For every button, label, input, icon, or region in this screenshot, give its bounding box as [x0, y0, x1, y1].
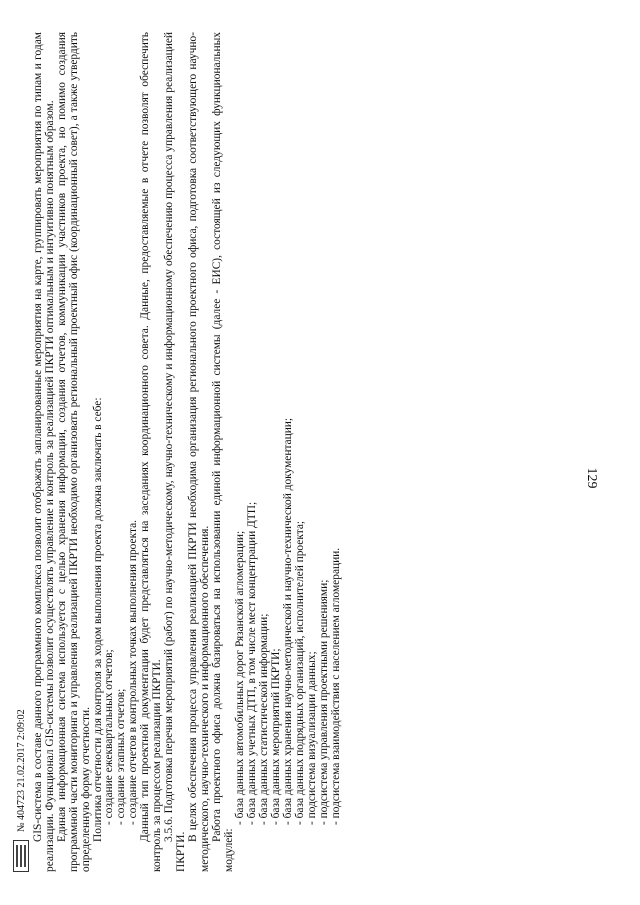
list-item: - база данных учетных ДТП, в том числе мест концентрации ДТП;	[246, 501, 259, 825]
document-body	[33, 32, 378, 872]
list-item: - подсистема визуализации данных;	[305, 651, 318, 825]
list-item: - подсистема управления проектными решениями;	[317, 579, 330, 825]
list-item: - создание этапных отчетов;	[115, 688, 128, 825]
list-item: - база данных статистической информации;	[258, 613, 271, 825]
paragraph: Данный тип проектной документации будет представляться на заседаниях координационного совета. Данные, предоставляемые в отчете позволят обеспечить контроль за процессом реализации ПКРТИ.	[139, 32, 164, 872]
registration-number: № 404723 21.02.2017 2:09:02	[15, 709, 27, 832]
list-item: - база данных автомобильных дорог Рязанской агломерации;	[234, 530, 247, 825]
list-item: - база данных хранения научно-методической и научно-технической документации;	[282, 417, 295, 825]
document-stamp-icon	[13, 840, 29, 872]
paragraph: В целях обеспечения процесса управления реализацией ПКРТИ необходима организация регионального проектного офиса, подготовка соответствующего научно-методического, научно-технического и информационного обеспечения.	[186, 32, 211, 872]
paragraph: Работа проектного офиса должна базироваться на использовании единой информационной системы (далее - ЕИС), состоящей из следующих функциональных модулей:	[210, 32, 235, 872]
paragraph: 3.5.6. Подготовка перечня мероприятий (работ) по научно-методическому, научно-техническому и информационному обеспечению процесса управления реализацией ПКРТИ.	[162, 32, 187, 872]
page-number: 129	[584, 467, 599, 489]
paragraph: Политика отчетности для контроля за ходом выполнения проекта должна заключать в себе:	[91, 397, 104, 842]
paragraph: GIS-система в составе данного программного комплекса позволит отображать запланированные мероприятия на карте, группировать мероприятия по типам и годам реализации. Функционал GIS-системы позволит осуществлять управление и контроль за реализацией ПКРТИ оптимальным и интуитивно понятным образом.	[32, 32, 56, 872]
list-item: - подсистема взаимодействия с населением агломерации.	[329, 547, 342, 825]
list-item: - создание ежеквартальных отчетов;	[103, 649, 116, 825]
list-item: - создание отчетов в контрольных точках выполнения проекта.	[127, 520, 140, 825]
list-item: - база данных подрядных организаций, исполнителей проекта;	[293, 520, 306, 825]
document-footer	[8, 612, 34, 872]
paragraph: Единая информационная система используется с целью хранения информации, создания отчетов, коммуникации участников проекта, но помимо создания программной части мониторинга и управления реализацией ПКРТИ необходимо организовать региональный проектный офис (координационный совет), а также утвердить определенную форму отчетности.	[55, 32, 92, 872]
list-item: - база данных мероприятий ПКРТИ;	[270, 648, 283, 825]
